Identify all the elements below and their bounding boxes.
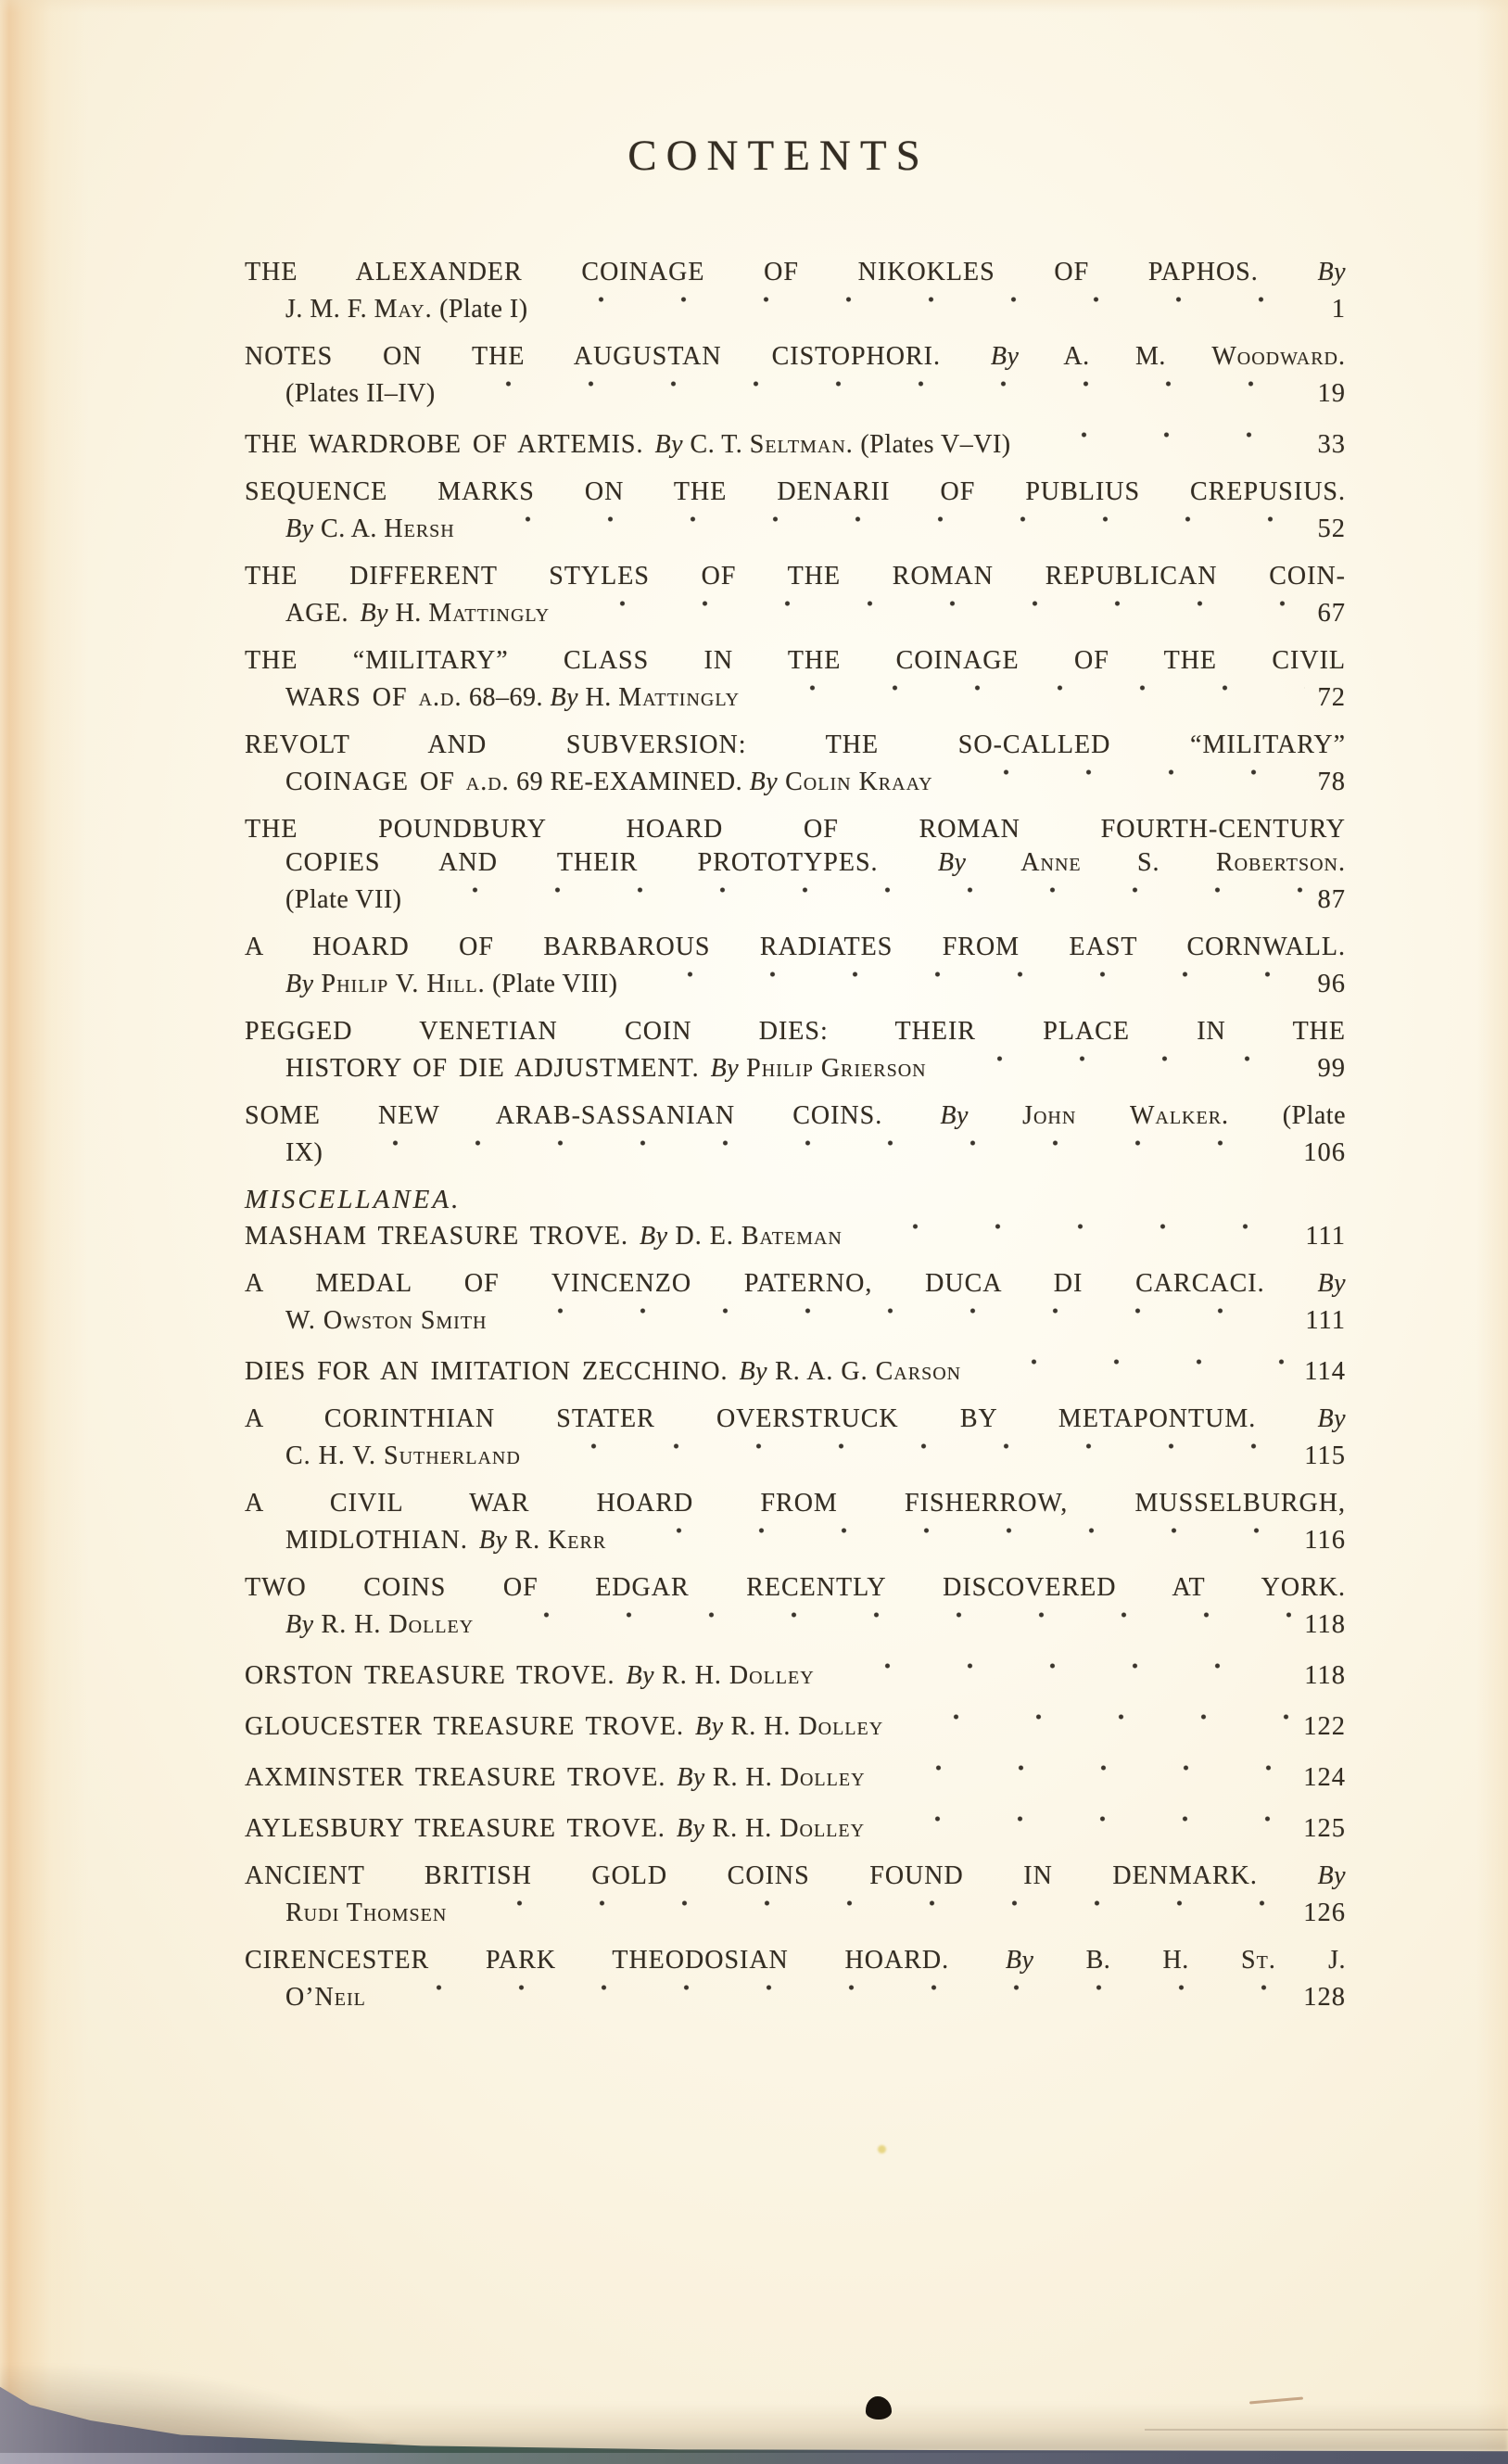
toc-entry-lastline bbox=[245, 1301, 1346, 1338]
text-run: A CORINTHIAN STATER OVERSTRUCK BY METAPONTUM. bbox=[245, 1404, 1318, 1433]
toc-entry-line bbox=[245, 931, 1346, 964]
toc-entry-text bbox=[245, 815, 1346, 844]
page-number: 125 bbox=[1303, 1814, 1346, 1843]
toc-entry-text bbox=[285, 1052, 927, 1086]
text-run: (Plate bbox=[1229, 1101, 1347, 1130]
toc-entry bbox=[245, 1809, 1346, 1846]
toc-entry-lastline bbox=[245, 425, 1346, 462]
text-run: Philip Grierson bbox=[739, 1054, 927, 1083]
text-run: GLOUCESTER TREASURE TROVE. bbox=[245, 1712, 695, 1741]
toc-entry bbox=[245, 1571, 1346, 1642]
text-run: By bbox=[1005, 1946, 1034, 1975]
text-run: A CIVIL WAR HOARD FROM FISHERROW, MUSSELBURGH, bbox=[245, 1489, 1346, 1518]
page-number: 124 bbox=[1303, 1763, 1346, 1792]
toc-entry-lastline bbox=[245, 964, 1346, 1001]
section-heading-miscellanea: MISCELLANEA. bbox=[245, 1185, 462, 1214]
toc-entry-text bbox=[245, 1946, 1346, 1975]
crease-line bbox=[1145, 2429, 1508, 2431]
toc-entry-text bbox=[245, 1101, 1346, 1130]
text-run: By bbox=[626, 1661, 655, 1690]
text-run: John Walker. bbox=[968, 1101, 1230, 1130]
text-run: By bbox=[749, 768, 779, 796]
toc-entry-line bbox=[245, 1099, 1346, 1133]
text-run: SEQUENCE MARKS ON THE DENARII OF PUBLIUS CREPUSIUS. bbox=[245, 477, 1346, 506]
toc-entry bbox=[245, 1944, 1346, 2014]
leader-dots bbox=[345, 1133, 1290, 1161]
leader-dots bbox=[906, 1707, 1290, 1734]
text-run: (Plates V–VI) bbox=[853, 430, 1011, 459]
toc-entry-lastline bbox=[245, 880, 1346, 917]
text-run: A MEDAL OF VINCENZO PATERNO, DUCA DI CARCACI. bbox=[245, 1269, 1318, 1298]
text-run: CIRENCESTER PARK THEODOSIAN HOARD. bbox=[245, 1946, 1006, 1975]
toc-entry bbox=[245, 476, 1346, 546]
page-title: CONTENTS bbox=[627, 132, 930, 180]
toc-entry-text bbox=[245, 1355, 961, 1389]
toc-entry-lastline bbox=[245, 1656, 1346, 1693]
toc-entry-line bbox=[245, 1403, 1346, 1436]
text-run: MASHAM TREASURE TROVE. bbox=[245, 1222, 640, 1251]
toc-entry-lastline bbox=[245, 1048, 1346, 1086]
toc-entry bbox=[245, 729, 1346, 799]
text-run: By bbox=[478, 1526, 508, 1555]
page-number: 111 bbox=[1305, 1306, 1346, 1335]
text-run: a.d. bbox=[418, 683, 463, 712]
text-run: Mattingly bbox=[428, 599, 551, 628]
text-run: Hersh bbox=[384, 514, 455, 543]
toc-entry-text bbox=[245, 1220, 843, 1253]
toc-entry-text bbox=[245, 1573, 1346, 1602]
toc-entry-text bbox=[285, 766, 933, 799]
toc-entry-lastline bbox=[245, 1707, 1346, 1744]
toc-entry bbox=[245, 1267, 1346, 1338]
toc-entry-line bbox=[245, 813, 1346, 846]
toc-entry-text bbox=[245, 562, 1346, 591]
text-run: MIDLOTHIAN. bbox=[285, 1526, 479, 1555]
toc-entry-lastline bbox=[245, 1977, 1346, 2014]
page-number: 128 bbox=[1303, 1983, 1346, 2012]
text-run: By bbox=[1317, 1404, 1346, 1433]
background-surface-band bbox=[0, 2373, 1508, 2464]
toc-entry-lastline bbox=[245, 593, 1346, 630]
toc-entry-line bbox=[245, 644, 1346, 678]
page-number: 33 bbox=[1317, 430, 1346, 459]
toc-entry-line bbox=[245, 1860, 1346, 1893]
text-run: (Plate VIII) bbox=[485, 970, 618, 998]
text-run: REVOLT AND SUBVERSION: THE SO-CALLED “MILITARY” bbox=[245, 730, 1346, 759]
toc-entry-lastline bbox=[245, 1216, 1346, 1253]
toc-entry-text bbox=[245, 730, 1346, 759]
bottom-left-page-curl-shadow bbox=[65, 2416, 399, 2457]
page-number: 67 bbox=[1317, 599, 1346, 628]
text-run: (Plate VII) bbox=[285, 885, 402, 914]
toc-entry bbox=[245, 1758, 1346, 1795]
toc-entry bbox=[245, 1352, 1346, 1389]
leader-dots bbox=[887, 1809, 1290, 1836]
toc-entry-lastline bbox=[245, 289, 1346, 326]
page-number: 52 bbox=[1317, 514, 1346, 543]
toc-entry-lastline bbox=[245, 374, 1346, 411]
leader-dots bbox=[983, 1352, 1291, 1379]
leader-dots bbox=[458, 374, 1305, 401]
toc-entry-text bbox=[285, 883, 402, 917]
page-content bbox=[245, 0, 1346, 2014]
toc-entry-text bbox=[285, 597, 550, 630]
toc-entry-text bbox=[285, 1137, 323, 1170]
text-run: (Plate I) bbox=[432, 295, 528, 324]
toc-entry-line bbox=[245, 1571, 1346, 1605]
text-run: DIES FOR AN IMITATION ZECCHINO. bbox=[245, 1357, 740, 1386]
page-number: 106 bbox=[1303, 1138, 1346, 1167]
leader-dots bbox=[640, 964, 1304, 992]
toc-entry-text bbox=[245, 933, 1346, 961]
text-run: By bbox=[1317, 1269, 1346, 1298]
text-run: R. A. G. Carson bbox=[767, 1357, 962, 1386]
toc-entry-text bbox=[285, 1524, 606, 1557]
toc-entry-lastline bbox=[245, 1605, 1346, 1642]
toc-entry bbox=[245, 1487, 1346, 1557]
toc-entry bbox=[245, 1099, 1346, 1170]
toc-entry bbox=[245, 1015, 1346, 1086]
text-run: W. Owston Smith bbox=[285, 1306, 488, 1335]
page-number: 122 bbox=[1303, 1712, 1346, 1741]
toc-entry-text bbox=[245, 1659, 815, 1693]
toc-list-miscellanea bbox=[245, 1216, 1346, 2014]
table-of-contents bbox=[245, 256, 1346, 2014]
toc-entry-text bbox=[245, 477, 1346, 506]
leader-dots bbox=[837, 1656, 1292, 1683]
leader-dots bbox=[762, 678, 1304, 705]
toc-entry-text bbox=[285, 377, 436, 411]
text-run: THE “MILITARY” CLASS IN THE COINAGE OF THE CIVIL bbox=[245, 646, 1346, 675]
toc-entry-lastline bbox=[245, 1893, 1346, 1930]
text-run: Colin Kraay bbox=[778, 768, 933, 796]
text-run: O’Neil bbox=[285, 1983, 366, 2012]
page-number: 1 bbox=[1331, 295, 1346, 324]
toc-entry-text bbox=[245, 646, 1346, 675]
text-run: C. H. V. Sutherland bbox=[285, 1442, 521, 1470]
leader-dots bbox=[469, 1893, 1290, 1921]
text-run: 69 RE-EXAMINED. bbox=[509, 768, 750, 796]
leader-dots bbox=[543, 1436, 1292, 1464]
toc-entry-text bbox=[245, 1489, 1346, 1518]
toc-entry bbox=[245, 1216, 1346, 1253]
text-run: By bbox=[937, 848, 967, 877]
text-run: Woodward. bbox=[1211, 342, 1347, 371]
toc-entry-text bbox=[245, 1017, 1346, 1046]
text-run: SOME NEW ARAB-SASSANIAN COINS. bbox=[245, 1101, 941, 1130]
paper-speck bbox=[878, 2145, 886, 2153]
toc-entry-lastline bbox=[245, 1520, 1346, 1557]
text-run: THE ALEXANDER COINAGE OF NIKOKLES OF PAPHOS. bbox=[245, 258, 1318, 286]
leader-dots bbox=[477, 509, 1305, 537]
toc-entry-text bbox=[245, 428, 1011, 462]
toc-entry-text bbox=[245, 1269, 1346, 1298]
toc-entry-line bbox=[245, 1015, 1346, 1048]
text-run: Anne S. Robertson. bbox=[966, 848, 1346, 877]
toc-entry-lastline bbox=[245, 678, 1346, 715]
leader-dots bbox=[425, 880, 1305, 908]
text-run: R. H. Dolley bbox=[704, 1814, 866, 1843]
toc-entry-text bbox=[285, 1981, 366, 2014]
text-run: AYLESBURY TREASURE TROVE. bbox=[245, 1814, 677, 1843]
text-run: NOTES ON THE AUGUSTAN CISTOPHORI. bbox=[245, 342, 991, 371]
toc-entry-text bbox=[285, 848, 1346, 877]
toc-entry-text bbox=[285, 681, 740, 715]
text-run: Mattingly bbox=[618, 683, 741, 712]
text-run: By bbox=[285, 1610, 314, 1639]
text-run: H. bbox=[388, 599, 429, 628]
text-run: AGE. bbox=[285, 599, 361, 628]
page-number: 72 bbox=[1317, 683, 1346, 712]
toc-entry-line bbox=[245, 846, 1346, 880]
toc-entry bbox=[245, 560, 1346, 630]
text-run: By bbox=[739, 1357, 768, 1386]
text-run: COINAGE OF bbox=[285, 768, 466, 796]
toc-entry bbox=[245, 1860, 1346, 1930]
leader-dots bbox=[888, 1758, 1291, 1785]
text-run: Seltman. bbox=[749, 430, 854, 459]
leader-dots bbox=[496, 1605, 1291, 1632]
leader-dots bbox=[956, 762, 1305, 790]
text-run: By bbox=[360, 599, 389, 628]
text-run: J. bbox=[1275, 1946, 1346, 1975]
text-run: WARS OF bbox=[285, 683, 419, 712]
toc-entry-text bbox=[245, 1812, 865, 1846]
toc-entry-line bbox=[245, 1487, 1346, 1520]
text-run: B. H. bbox=[1033, 1946, 1242, 1975]
leader-dots bbox=[865, 1216, 1292, 1244]
text-run: By bbox=[1317, 1861, 1346, 1890]
toc-entry-lastline bbox=[245, 762, 1346, 799]
toc-entry-text bbox=[245, 1404, 1346, 1433]
toc-entry bbox=[245, 931, 1346, 1001]
text-run: COPIES AND THEIR PROTOTYPES. bbox=[285, 848, 938, 877]
page-number: 87 bbox=[1317, 885, 1346, 914]
left-gutter-shading bbox=[0, 0, 88, 2464]
text-run: ANCIENT BRITISH GOLD COINS FOUND IN DENMARK. bbox=[245, 1861, 1318, 1890]
text-run: By bbox=[940, 1101, 969, 1130]
text-run: By bbox=[550, 683, 579, 712]
text-run: THE WARDROBE OF ARTEMIS. bbox=[245, 430, 655, 459]
page-number: 78 bbox=[1317, 768, 1346, 796]
toc-entry-text bbox=[245, 1710, 883, 1744]
text-run: R. H. Dolley bbox=[704, 1763, 866, 1792]
toc-entry-text bbox=[285, 1304, 488, 1338]
leader-dots bbox=[572, 593, 1304, 621]
toc-entry-text bbox=[285, 513, 455, 546]
toc-entry-lastline bbox=[245, 509, 1346, 546]
page-number: 116 bbox=[1304, 1526, 1346, 1555]
text-run: H. bbox=[578, 683, 619, 712]
text-run: By bbox=[654, 430, 684, 459]
toc-entry-text bbox=[245, 1861, 1346, 1890]
text-run: HISTORY OF DIE ADJUSTMENT. bbox=[285, 1054, 711, 1083]
toc-entry bbox=[245, 1707, 1346, 1744]
page-number: 111 bbox=[1305, 1222, 1346, 1251]
text-run: R. H. Dolley bbox=[723, 1712, 884, 1741]
text-run: By bbox=[640, 1222, 668, 1251]
page-number: 114 bbox=[1304, 1357, 1346, 1386]
text-run: By bbox=[990, 342, 1020, 371]
text-run: (Plates II–IV) bbox=[285, 379, 436, 408]
text-run: By bbox=[1317, 258, 1346, 286]
toc-entry bbox=[245, 1403, 1346, 1473]
toc-entry-line bbox=[245, 476, 1346, 509]
text-run: By bbox=[677, 1763, 705, 1792]
toc-entry-line bbox=[245, 256, 1346, 289]
toc-entry-line bbox=[245, 340, 1346, 374]
page-number: 99 bbox=[1317, 1054, 1346, 1083]
page-number: 118 bbox=[1304, 1661, 1346, 1690]
page-number: 96 bbox=[1317, 970, 1346, 998]
toc-entry-text bbox=[285, 968, 617, 1001]
toc-entry-text bbox=[285, 1608, 474, 1642]
toc-entry-line bbox=[245, 1267, 1346, 1301]
text-run: THE DIFFERENT STYLES OF THE ROMAN REPUBLICAN COIN- bbox=[245, 562, 1346, 591]
leader-dots bbox=[388, 1977, 1290, 2005]
leader-dots bbox=[1033, 425, 1305, 452]
text-run: R. Kerr bbox=[507, 1526, 607, 1555]
page-bottom-edge-shadow bbox=[0, 2403, 1508, 2451]
text-run: A. M. bbox=[1019, 342, 1212, 371]
leader-dots bbox=[551, 289, 1319, 317]
toc-entry bbox=[245, 644, 1346, 715]
toc-list-articles bbox=[245, 256, 1346, 1170]
toc-entry bbox=[245, 425, 1346, 462]
text-run: By bbox=[676, 1814, 705, 1843]
text-run: By bbox=[285, 514, 314, 543]
page-number: 118 bbox=[1304, 1610, 1346, 1639]
toc-entry bbox=[245, 813, 1346, 917]
text-run: C. T. bbox=[683, 430, 750, 459]
text-run: A HOARD OF BARBAROUS RADIATES FROM EAST CORNWALL. bbox=[245, 933, 1346, 961]
toc-entry-lastline bbox=[245, 1758, 1346, 1795]
page-number: 126 bbox=[1303, 1899, 1346, 1927]
page-number: 19 bbox=[1317, 379, 1346, 408]
text-run: C. A. bbox=[313, 514, 385, 543]
toc-entry-text bbox=[245, 258, 1346, 286]
text-run: May. bbox=[374, 295, 433, 324]
text-run: TWO COINS OF EDGAR RECENTLY DISCOVERED AT YORK. bbox=[245, 1573, 1346, 1602]
ink-blob bbox=[866, 2396, 892, 2420]
toc-entry bbox=[245, 1656, 1346, 1693]
toc-entry-lastline bbox=[245, 1133, 1346, 1170]
toc-entry-line bbox=[245, 560, 1346, 593]
text-run: Philip V. Hill. bbox=[313, 970, 486, 998]
bottom-left-corner-shadow bbox=[0, 2359, 426, 2464]
text-run: By bbox=[695, 1712, 724, 1741]
toc-entry-line bbox=[245, 1944, 1346, 1977]
toc-entry bbox=[245, 256, 1346, 326]
text-run: AXMINSTER TREASURE TROVE. bbox=[245, 1763, 678, 1792]
toc-entry-lastline bbox=[245, 1352, 1346, 1389]
right-edge-shading bbox=[1476, 0, 1508, 2464]
text-run: 68–69. bbox=[462, 683, 551, 712]
toc-entry-lastline bbox=[245, 1436, 1346, 1473]
toc-entry-text bbox=[245, 342, 1346, 371]
toc-entry-text bbox=[285, 293, 528, 326]
text-run: THE POUNDBURY HOARD OF ROMAN FOURTH-CENTURY bbox=[245, 815, 1346, 844]
text-run: IX) bbox=[285, 1138, 323, 1167]
text-run: R. H. Dolley bbox=[313, 1610, 475, 1639]
toc-entry-line bbox=[245, 729, 1346, 762]
toc-entry-text bbox=[285, 1440, 521, 1473]
toc-entry bbox=[245, 340, 1346, 411]
toc-entry-text bbox=[245, 1761, 866, 1795]
text-run: By bbox=[285, 970, 314, 998]
leader-dots bbox=[510, 1301, 1293, 1328]
leader-dots bbox=[949, 1048, 1305, 1076]
toc-entry-text bbox=[285, 1897, 447, 1930]
text-run: J. M. F. bbox=[285, 295, 374, 324]
page-number: 115 bbox=[1304, 1442, 1346, 1470]
text-run: St. bbox=[1241, 1946, 1276, 1975]
text-run: By bbox=[710, 1054, 740, 1083]
scratch-mark bbox=[1249, 2396, 1303, 2404]
text-run: R. H. Dolley bbox=[654, 1661, 815, 1690]
text-run: PEGGED VENETIAN COIN DIES: THEIR PLACE IN THE bbox=[245, 1017, 1346, 1046]
text-run: a.d. bbox=[465, 768, 510, 796]
text-run: ORSTON TREASURE TROVE. bbox=[245, 1661, 627, 1690]
leader-dots bbox=[628, 1520, 1291, 1548]
text-run: Rudi Thomsen bbox=[285, 1899, 448, 1927]
toc-entry-lastline bbox=[245, 1809, 1346, 1846]
text-run: D. E. Bateman bbox=[667, 1222, 843, 1251]
